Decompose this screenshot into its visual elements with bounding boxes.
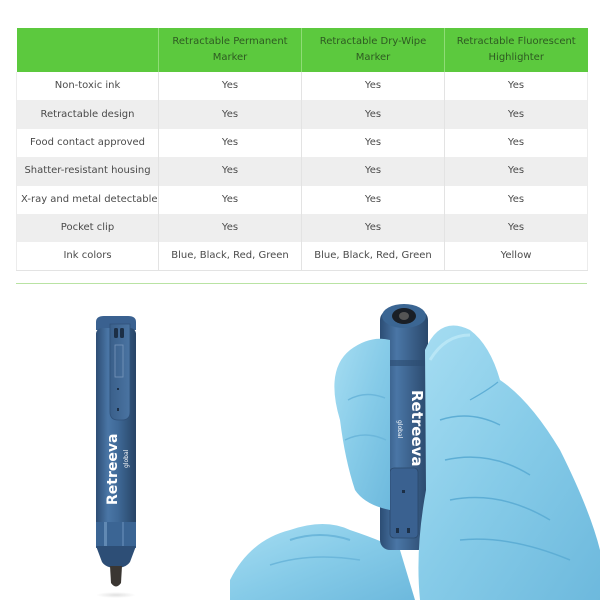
table-row [17, 129, 588, 157]
table-row [17, 100, 588, 128]
brand-text-right: Retreeva [408, 390, 426, 467]
brand-text: Retreeva [105, 433, 121, 505]
feature-label: Shatter-resistant housing [17, 157, 159, 185]
cell-value: Yes [445, 129, 588, 157]
cell-value: Yes [159, 157, 302, 185]
sub-brand-text-right: global [396, 420, 403, 439]
cell-value: Blue, Black, Red, Green [302, 242, 445, 270]
cell-value: Yes [445, 214, 588, 242]
table-row [17, 157, 588, 185]
header-permanent-marker: Retractable Permanent Marker [159, 28, 302, 72]
cell-value: Yes [445, 72, 588, 100]
product-photo-pen [60, 300, 180, 600]
feature-label: Pocket clip [17, 214, 159, 242]
header-dry-wipe-marker: Retractable Dry-Wipe Marker [302, 28, 445, 72]
feature-label: Non-toxic ink [17, 72, 159, 100]
pen-illustration [60, 300, 180, 600]
cell-value: Yes [159, 72, 302, 100]
section-divider [16, 283, 587, 284]
comparison-table [16, 28, 588, 271]
cell-value: Yes [302, 157, 445, 185]
cell-value: Yes [445, 157, 588, 185]
cell-value: Yes [302, 100, 445, 128]
cell-value: Yes [302, 214, 445, 242]
cell-value: Yes [445, 100, 588, 128]
feature-label: Food contact approved [17, 129, 159, 157]
feature-label: X-ray and metal detectable [17, 186, 159, 214]
cell-value: Yes [302, 186, 445, 214]
feature-label: Retractable design [17, 100, 159, 128]
sub-brand-text: global [123, 449, 130, 468]
table-row [17, 214, 588, 242]
cell-value: Yes [159, 186, 302, 214]
cell-value: Yellow [445, 242, 588, 270]
cell-value: Yes [159, 129, 302, 157]
cell-value: Blue, Black, Red, Green [159, 242, 302, 270]
cell-value: Yes [445, 186, 588, 214]
cell-value: Yes [159, 214, 302, 242]
cell-value: Yes [159, 100, 302, 128]
table-row [17, 242, 588, 270]
cell-value: Yes [302, 129, 445, 157]
table-row [17, 186, 588, 214]
product-photo-gloved-hands [230, 290, 600, 600]
header-feature [17, 28, 159, 72]
gloved-hands-illustration [230, 290, 600, 600]
cell-value: Yes [302, 72, 445, 100]
header-fluorescent-highlighter: Retractable Fluorescent Highlighter [445, 28, 588, 72]
feature-label: Ink colors [17, 242, 159, 270]
table-header-row [17, 28, 588, 72]
table-row [17, 72, 588, 100]
